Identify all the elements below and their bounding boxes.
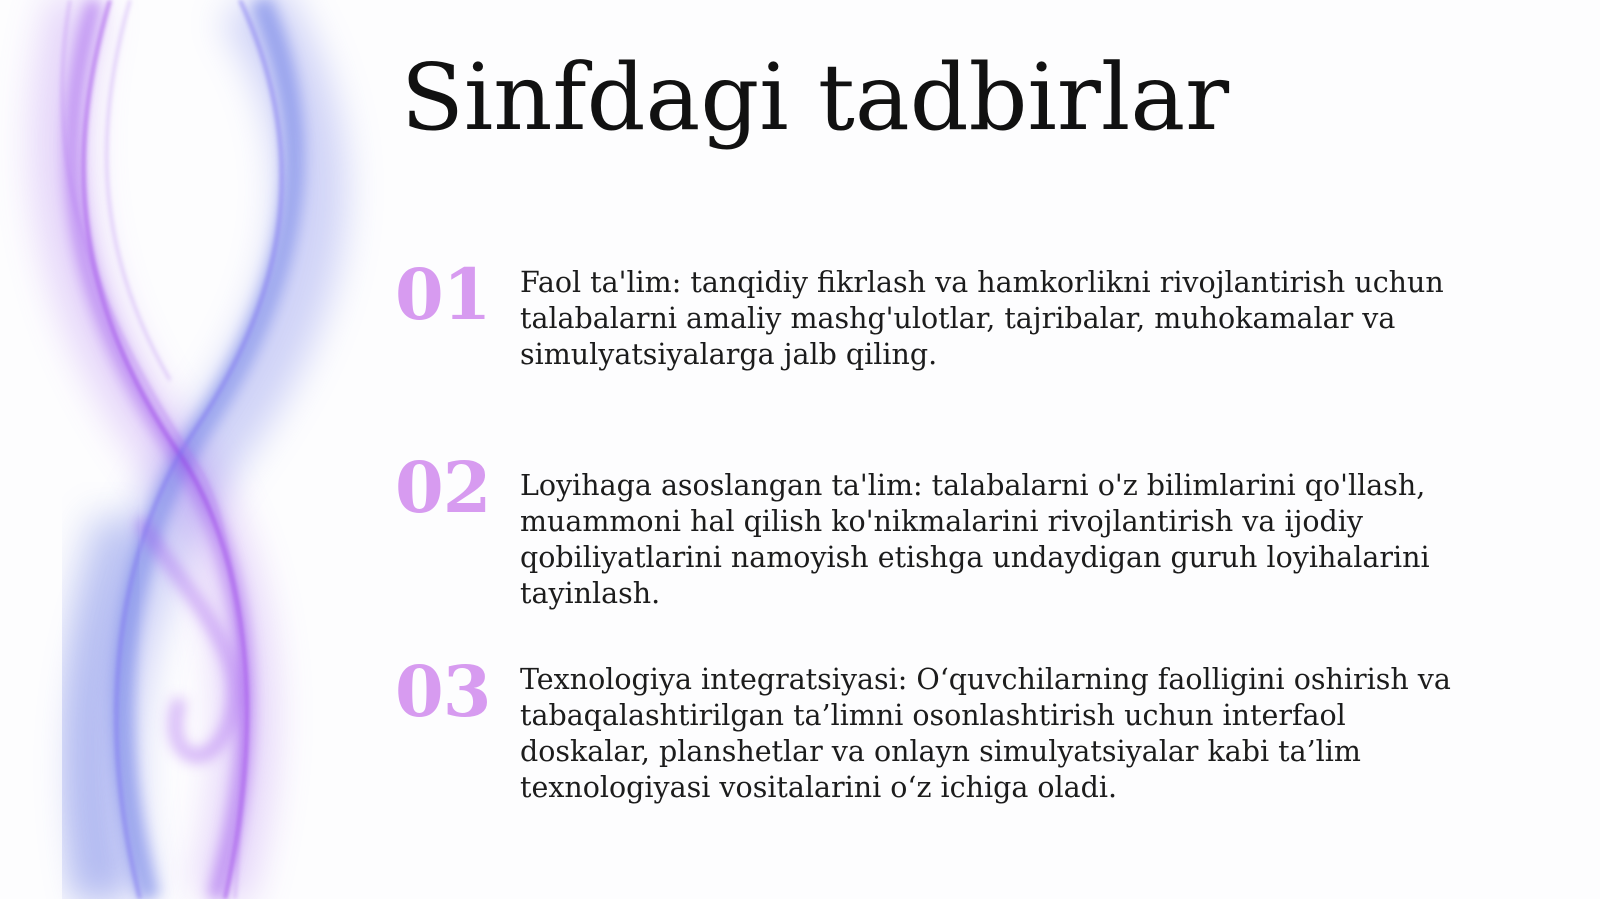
item-text: Texnologiya integratsiyasi: O‘quvchilarning faolligini oshirish va tabaqalashtirilgan ta’limni osonlashtirish uchun interfaol doskalar, planshetlar va onlayn simulyatsiyalar kabi ta’lim texnologiyasi vositalarini o‘z ichiga oladi. — [520, 663, 1451, 804]
item-text: Faol ta'lim: tanqidiy fikrlash va hamkorlikni rivojlantirish uchun talabalarni amaliy mashg'ulotlar, tajribalar, muhokamalar va simulyatsiyalarga jalb qiling. — [520, 266, 1444, 371]
item-text: Loyihaga asoslangan ta'lim: talabalarni o'z bilimlarini qo'llash, muammoni hal qilish ko'nikmalarini rivojlantirish va ijodiy qobiliyatlarini namoyish etishga undaydigan guruh loyihalarini tayinlash. — [520, 469, 1430, 610]
item-number: 02 — [395, 446, 491, 529]
slide-title: Sinfdagi tadbirlar — [400, 44, 1230, 151]
purple-smoke-decoration — [0, 0, 400, 899]
item-number: 03 — [395, 650, 491, 733]
item-number: 01 — [395, 253, 491, 336]
